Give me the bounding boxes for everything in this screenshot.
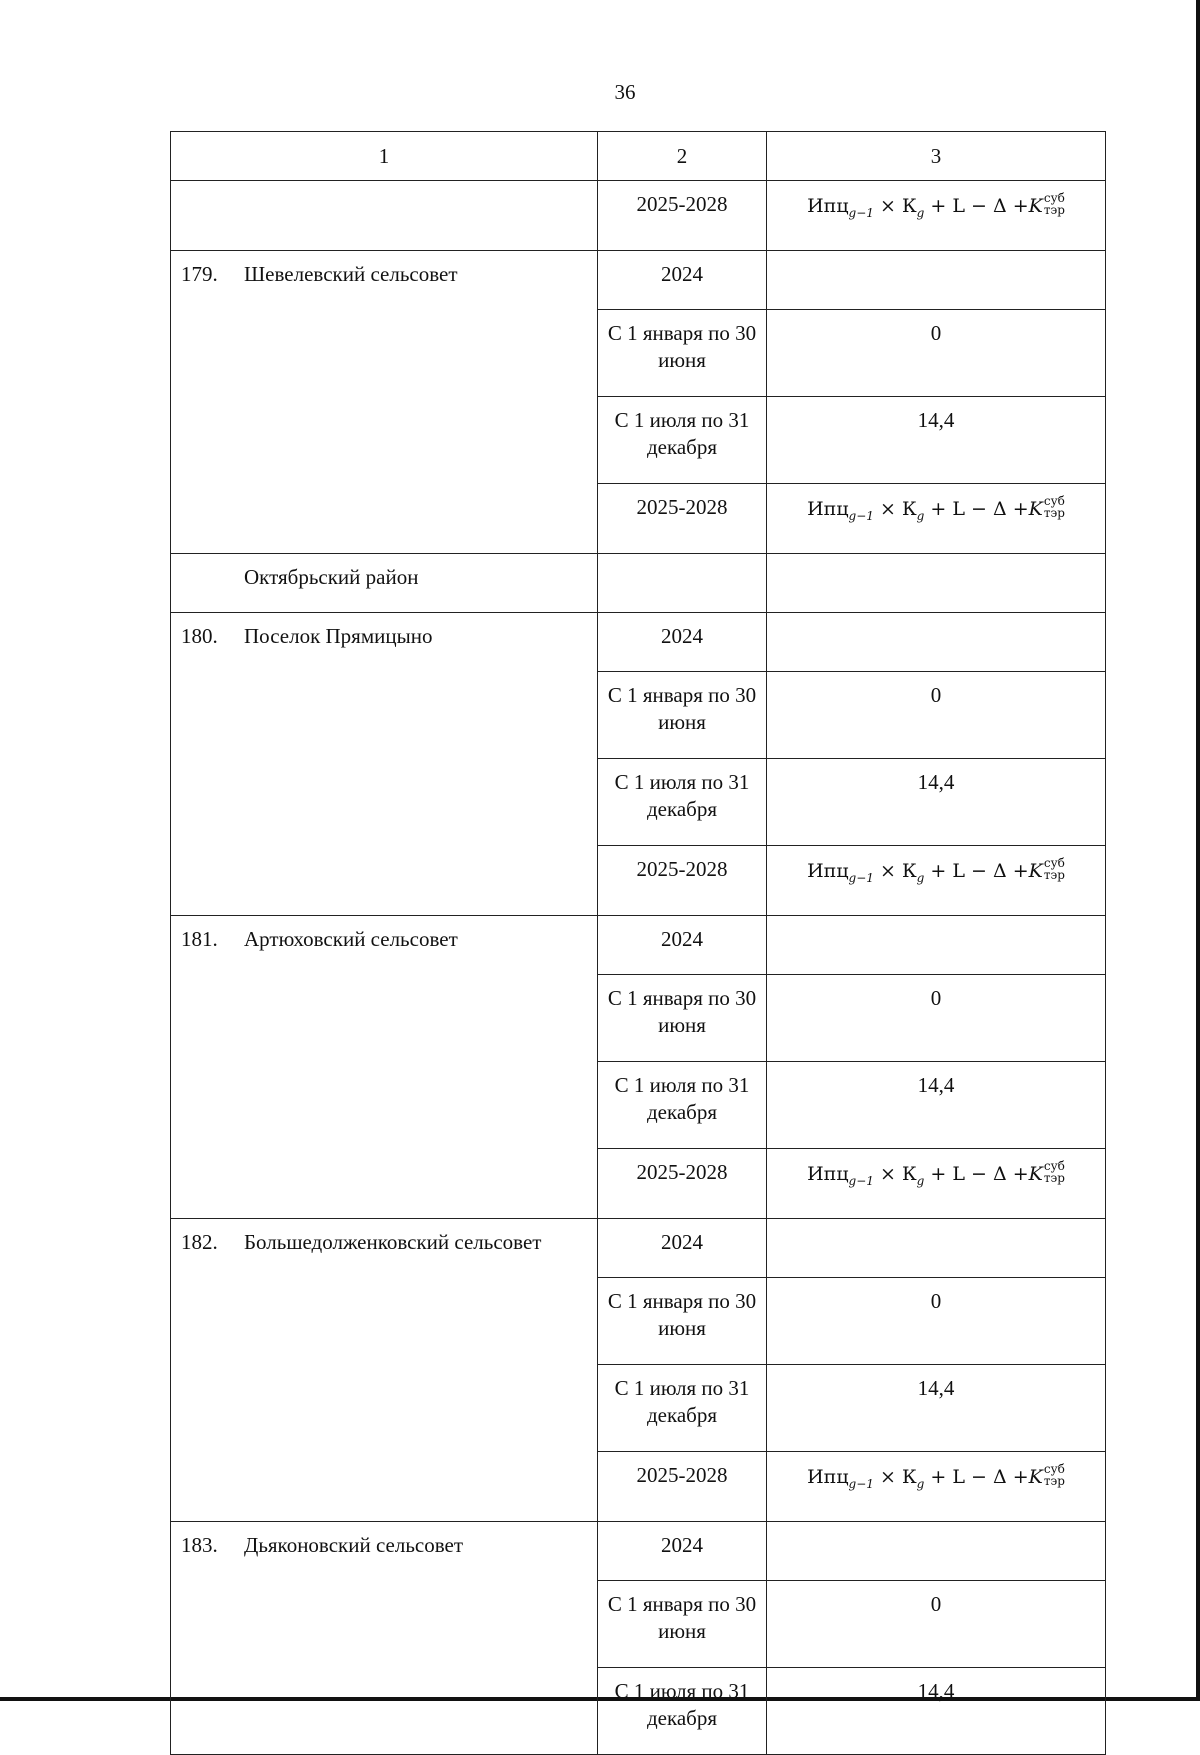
column-header-1: 1 (171, 132, 598, 181)
formula-cell (767, 181, 1106, 251)
table-row (171, 613, 1106, 672)
period-cell: С 1 января по 30 июня (598, 1278, 767, 1365)
period-cell: С 1 января по 30 июня (598, 975, 767, 1062)
period-cell: 2025-2028 (598, 1452, 767, 1522)
formula-main-sub: g−1 (848, 205, 874, 220)
value-cell: 0 (767, 310, 1106, 397)
period-cell: С 1 июля по 31 декабря (598, 1365, 767, 1452)
formula-rest: + L − Δ + (930, 498, 1029, 520)
table-row (171, 181, 1106, 251)
formula-main: Ипц (807, 1466, 849, 1488)
year-cell: 2024 (598, 916, 767, 975)
formula (807, 1464, 1065, 1498)
formula-cell (767, 1452, 1106, 1522)
formula-main: Ипц (807, 1163, 849, 1185)
value-cell: 0 (767, 1581, 1106, 1668)
period-cell: С 1 июля по 31 декабря (598, 1062, 767, 1149)
entity-name: Дьяконовский сельсовет (244, 1533, 464, 1557)
formula-kt: K (1028, 498, 1043, 520)
entity-name-cell (171, 251, 598, 554)
period-cell: С 1 января по 30 июня (598, 310, 767, 397)
period-cell: С 1 июля по 31 декабря (598, 1668, 767, 1755)
formula-times: × (879, 195, 896, 217)
entity-number: 179. (181, 262, 218, 286)
value-cell: 14,4 (767, 1062, 1106, 1149)
entity-name: Артюховский сельсовет (244, 927, 458, 951)
entity-number: 183. (181, 1533, 218, 1557)
formula (807, 193, 1065, 227)
formula-k: К (901, 498, 917, 520)
table-row (171, 1219, 1106, 1278)
year-cell: 2024 (598, 1219, 767, 1278)
formula-kt-sup: суб (1043, 494, 1065, 508)
formula-k-sub: g (916, 205, 925, 220)
empty-cell (767, 1219, 1106, 1278)
formula-rest: + L − Δ + (930, 195, 1029, 217)
entity-name-cell (171, 1219, 598, 1522)
value-cell: 14,4 (767, 759, 1106, 846)
district-row (171, 554, 1106, 613)
formula-k-sub: g (916, 870, 925, 885)
value-cell: 0 (767, 1278, 1106, 1365)
formula-k: К (901, 1466, 917, 1488)
entity-name-cell (171, 1522, 598, 1755)
empty-cell (767, 916, 1106, 975)
formula-kt: K (1028, 1466, 1043, 1488)
district-name: Октябрьский район (244, 565, 419, 589)
formula-main: Ипц (807, 860, 849, 882)
formula-kt-sup: суб (1043, 191, 1065, 205)
formula-cell (767, 846, 1106, 916)
value-cell: 14,4 (767, 397, 1106, 484)
column-header-2: 2 (598, 132, 767, 181)
empty-cell (767, 1522, 1106, 1581)
formula (807, 1161, 1065, 1195)
empty-cell (767, 251, 1106, 310)
formula (807, 858, 1065, 892)
scan-edge-right (1196, 0, 1200, 1701)
period-cell: С 1 января по 30 июня (598, 1581, 767, 1668)
formula-kt-sup: суб (1043, 856, 1065, 870)
formula-main: Ипц (807, 498, 849, 520)
formula-k: К (901, 195, 917, 217)
entity-number: 182. (181, 1230, 218, 1254)
formula-main-sub: g−1 (848, 1173, 874, 1188)
formula-cell (767, 484, 1106, 554)
formula-rest: + L − Δ + (930, 1466, 1029, 1488)
period-cell: 2025-2028 (598, 1149, 767, 1219)
empty-cell (767, 554, 1106, 613)
formula-kt-sup: суб (1043, 1462, 1065, 1476)
empty-cell (171, 181, 598, 251)
formula-main-sub: g−1 (848, 1476, 874, 1491)
entity-name: Большедолженковский сельсовет (244, 1230, 542, 1254)
table-row (171, 916, 1106, 975)
entity-name-cell (171, 916, 598, 1219)
column-header-3: 3 (767, 132, 1106, 181)
formula-times: × (879, 1466, 896, 1488)
period-cell: 2025-2028 (598, 181, 767, 251)
year-cell: 2024 (598, 251, 767, 310)
formula (807, 496, 1065, 530)
formula-kt-sup: суб (1043, 1159, 1065, 1173)
empty-cell (598, 554, 767, 613)
entity-name-cell (171, 613, 598, 916)
district-name-cell (171, 554, 598, 613)
entity-number: 181. (181, 927, 218, 951)
formula-rest: + L − Δ + (930, 860, 1029, 882)
formula-times: × (879, 498, 896, 520)
value-cell: 14,4 (767, 1365, 1106, 1452)
table-row (171, 251, 1106, 310)
formula-k-sub: g (916, 1476, 925, 1491)
value-cell: 14,4 (767, 1668, 1106, 1755)
entity-name: Поселок Прямицыно (244, 624, 433, 648)
formula-main-sub: g−1 (848, 508, 874, 523)
formula-rest: + L − Δ + (930, 1163, 1029, 1185)
formula-times: × (879, 1163, 896, 1185)
formula-main-sub: g−1 (848, 870, 874, 885)
entity-number: 180. (181, 624, 218, 648)
period-cell: 2025-2028 (598, 846, 767, 916)
formula-kt: K (1028, 860, 1043, 882)
formula-kt: K (1028, 195, 1043, 217)
formula-k-sub: g (916, 508, 925, 523)
formula-kt-sub: тэр (1043, 506, 1065, 520)
period-cell: 2025-2028 (598, 484, 767, 554)
period-cell: С 1 июля по 31 декабря (598, 759, 767, 846)
table-header-row (171, 132, 1106, 181)
value-cell: 0 (767, 672, 1106, 759)
formula-k: К (901, 1163, 917, 1185)
formula-kt-sub: тэр (1043, 203, 1065, 217)
entity-name: Шевелевский сельсовет (244, 262, 458, 286)
period-cell: С 1 января по 30 июня (598, 672, 767, 759)
period-cell: С 1 июля по 31 декабря (598, 397, 767, 484)
tariff-table (170, 131, 1106, 1755)
formula-cell (767, 1149, 1106, 1219)
table-row (171, 1522, 1106, 1581)
formula-k: К (901, 860, 917, 882)
formula-kt-sub: тэр (1043, 868, 1065, 882)
formula-k-sub: g (916, 1173, 925, 1188)
page-number: 36 (614, 80, 636, 104)
value-cell: 0 (767, 975, 1106, 1062)
formula-kt-sub: тэр (1043, 1474, 1065, 1488)
year-cell: 2024 (598, 613, 767, 672)
formula-main: Ипц (807, 195, 849, 217)
formula-kt: K (1028, 1163, 1043, 1185)
year-cell: 2024 (598, 1522, 767, 1581)
formula-times: × (879, 860, 896, 882)
empty-cell (767, 613, 1106, 672)
formula-kt-sub: тэр (1043, 1171, 1065, 1185)
